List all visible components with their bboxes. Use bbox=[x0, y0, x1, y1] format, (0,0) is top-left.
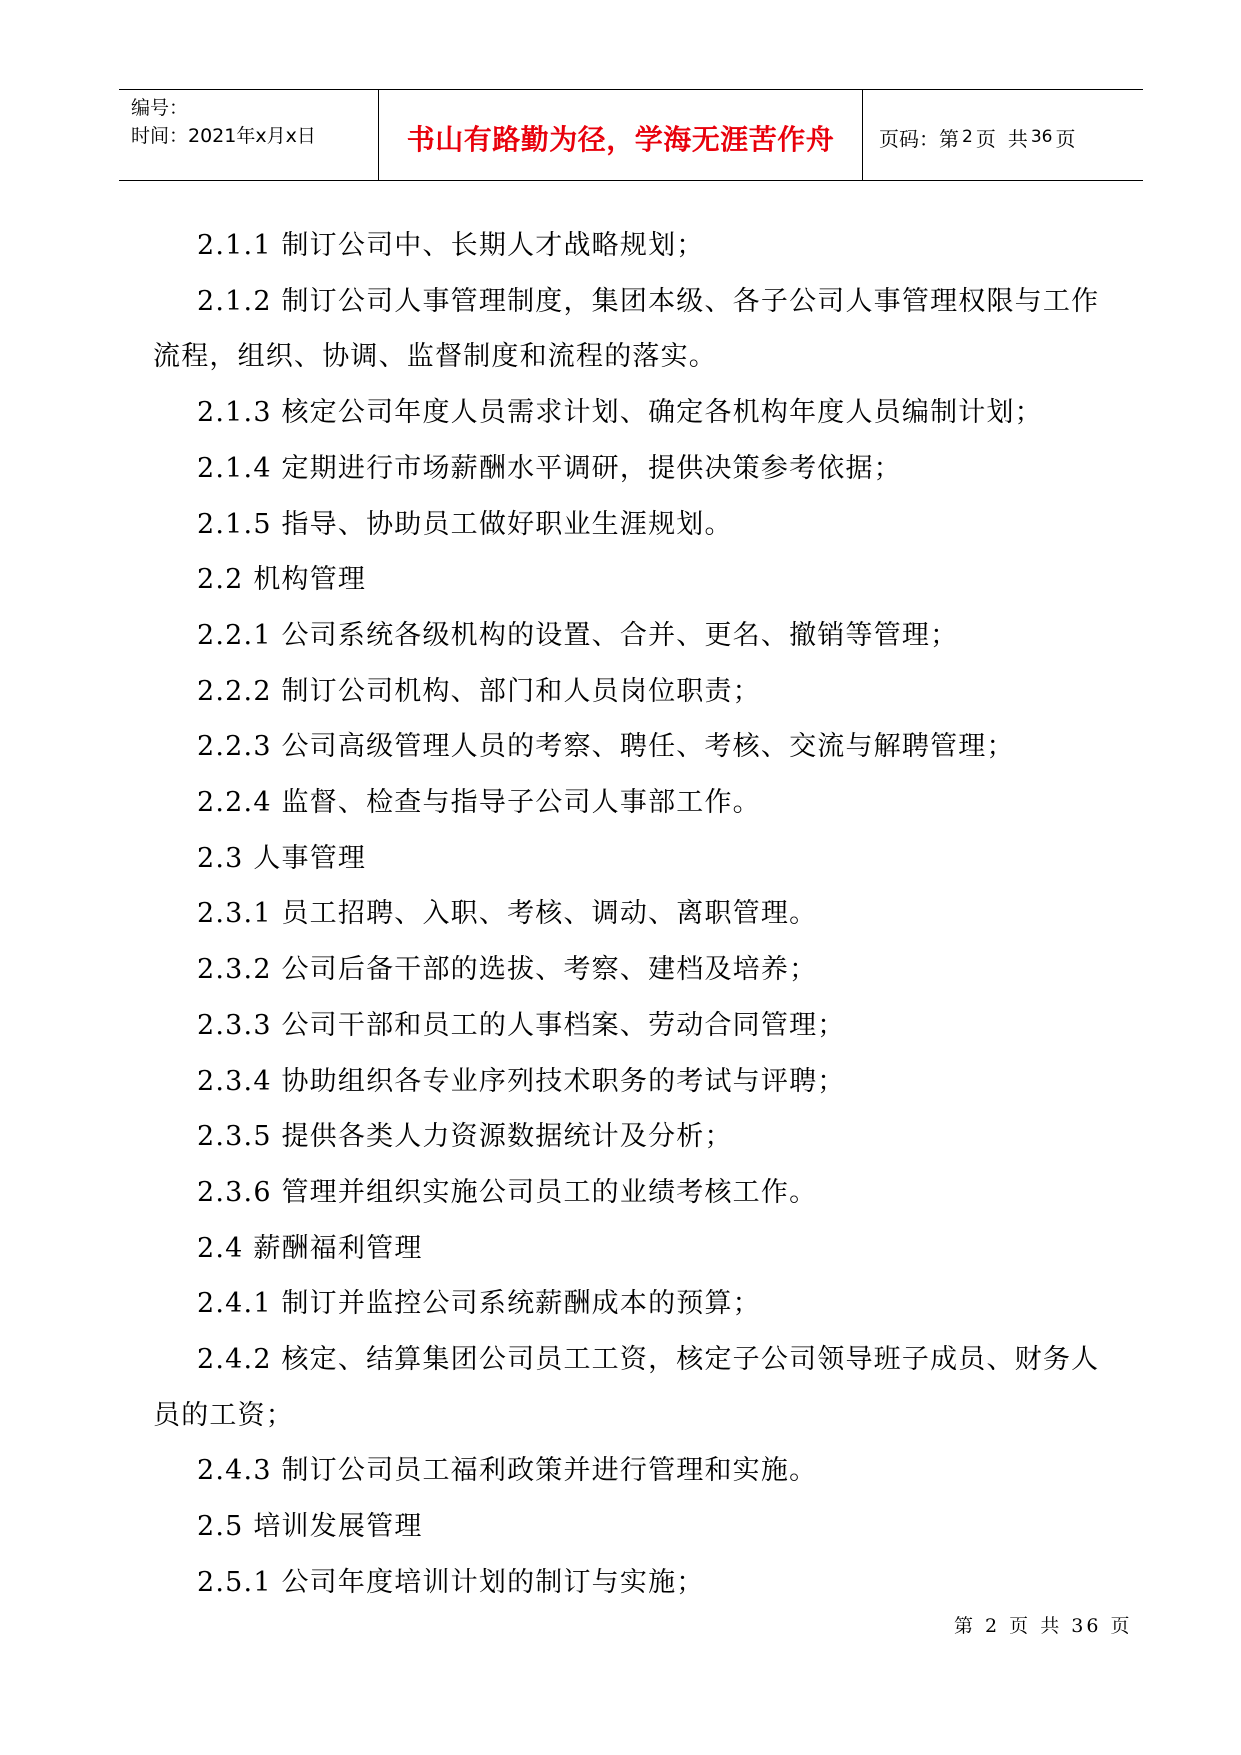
header-page-mid: 页 bbox=[975, 126, 996, 151]
header-meta bbox=[119, 90, 379, 180]
paragraph: 2.3.2 公司后备干部的选拔、考察、建档及培养； bbox=[197, 954, 818, 986]
paragraph: 2.2.1 公司系统各级机构的设置、合并、更名、撤销等管理； bbox=[197, 619, 959, 651]
header-page-info bbox=[863, 90, 1143, 180]
section-heading: 2.4 薪酬福利管理 bbox=[197, 1232, 423, 1264]
paragraph: 2.3.3 公司干部和员工的人事档案、劳动合同管理； bbox=[197, 1009, 846, 1041]
header-number-label: 编号： bbox=[131, 97, 189, 119]
section-heading: 2.2 机构管理 bbox=[197, 564, 367, 596]
header-motto bbox=[379, 90, 863, 180]
page-footer: 第 2 页 共 36 页 bbox=[954, 1615, 1133, 1637]
header-page-total-prefix: 共 bbox=[1007, 126, 1028, 151]
paragraph: 2.1.1 制订公司中、长期人才战略规划； bbox=[197, 230, 705, 261]
header-time-label: 时间：2021年x月x日 bbox=[131, 125, 316, 147]
section-heading: 2.3 人事管理 bbox=[197, 842, 367, 874]
paragraph: 2.5.1 公司年度培训计划的制订与实施； bbox=[197, 1566, 705, 1598]
paragraph: 2.2.4 监督、检查与指导子公司人事部工作。 bbox=[197, 787, 761, 819]
paragraph: 2.1.5 指导、协助员工做好职业生涯规划。 bbox=[197, 508, 733, 540]
paragraph: 2.3.6 管理并组织实施公司员工的业绩考核工作。 bbox=[197, 1176, 818, 1208]
paragraph: 2.1.4 定期进行市场薪酬水平调研，提供决策参考依据； bbox=[197, 452, 902, 484]
header-page-prefix: 页码：第 bbox=[879, 126, 959, 151]
document-body bbox=[153, 218, 1113, 1611]
section-heading: 2.5 培训发展管理 bbox=[197, 1511, 423, 1543]
paragraph: 2.4.1 制订并监控公司系统薪酬成本的预算； bbox=[197, 1288, 761, 1320]
header-motto-text: 书山有路勤为径，学海无涯苦作舟 bbox=[406, 123, 835, 156]
document-header bbox=[119, 89, 1143, 181]
header-page-current: 2 bbox=[962, 127, 973, 147]
paragraph: 2.2.2 制订公司机构、部门和人员岗位职责； bbox=[197, 675, 761, 707]
header-page-suffix: 页 bbox=[1055, 126, 1076, 151]
paragraph: 2.4.2 核定、结算集团公司员工工资，核定子公司领导班子成员、财务人员的工资； bbox=[153, 1344, 1100, 1431]
paragraph: 2.3.4 协助组织各专业序列技术职务的考试与评聘； bbox=[197, 1065, 846, 1097]
paragraph: 2.1.3 核定公司年度人员需求计划、确定各机构年度人员编制计划； bbox=[197, 397, 1043, 429]
paragraph: 2.3.5 提供各类人力资源数据统计及分析； bbox=[197, 1121, 733, 1153]
paragraph: 2.1.2 制订公司人事管理制度，集团本级、各子公司人事管理权限与工作流程，组织、协调、监督制度和流程的落实。 bbox=[153, 285, 1100, 373]
paragraph: 2.3.1 员工招聘、入职、考核、调动、离职管理。 bbox=[197, 898, 818, 930]
paragraph: 2.4.3 制订公司员工福利政策并进行管理和实施。 bbox=[197, 1455, 818, 1487]
header-page-total: 36 bbox=[1030, 127, 1053, 147]
paragraph: 2.2.3 公司高级管理人员的考察、聘任、考核、交流与解聘管理； bbox=[197, 731, 1015, 763]
